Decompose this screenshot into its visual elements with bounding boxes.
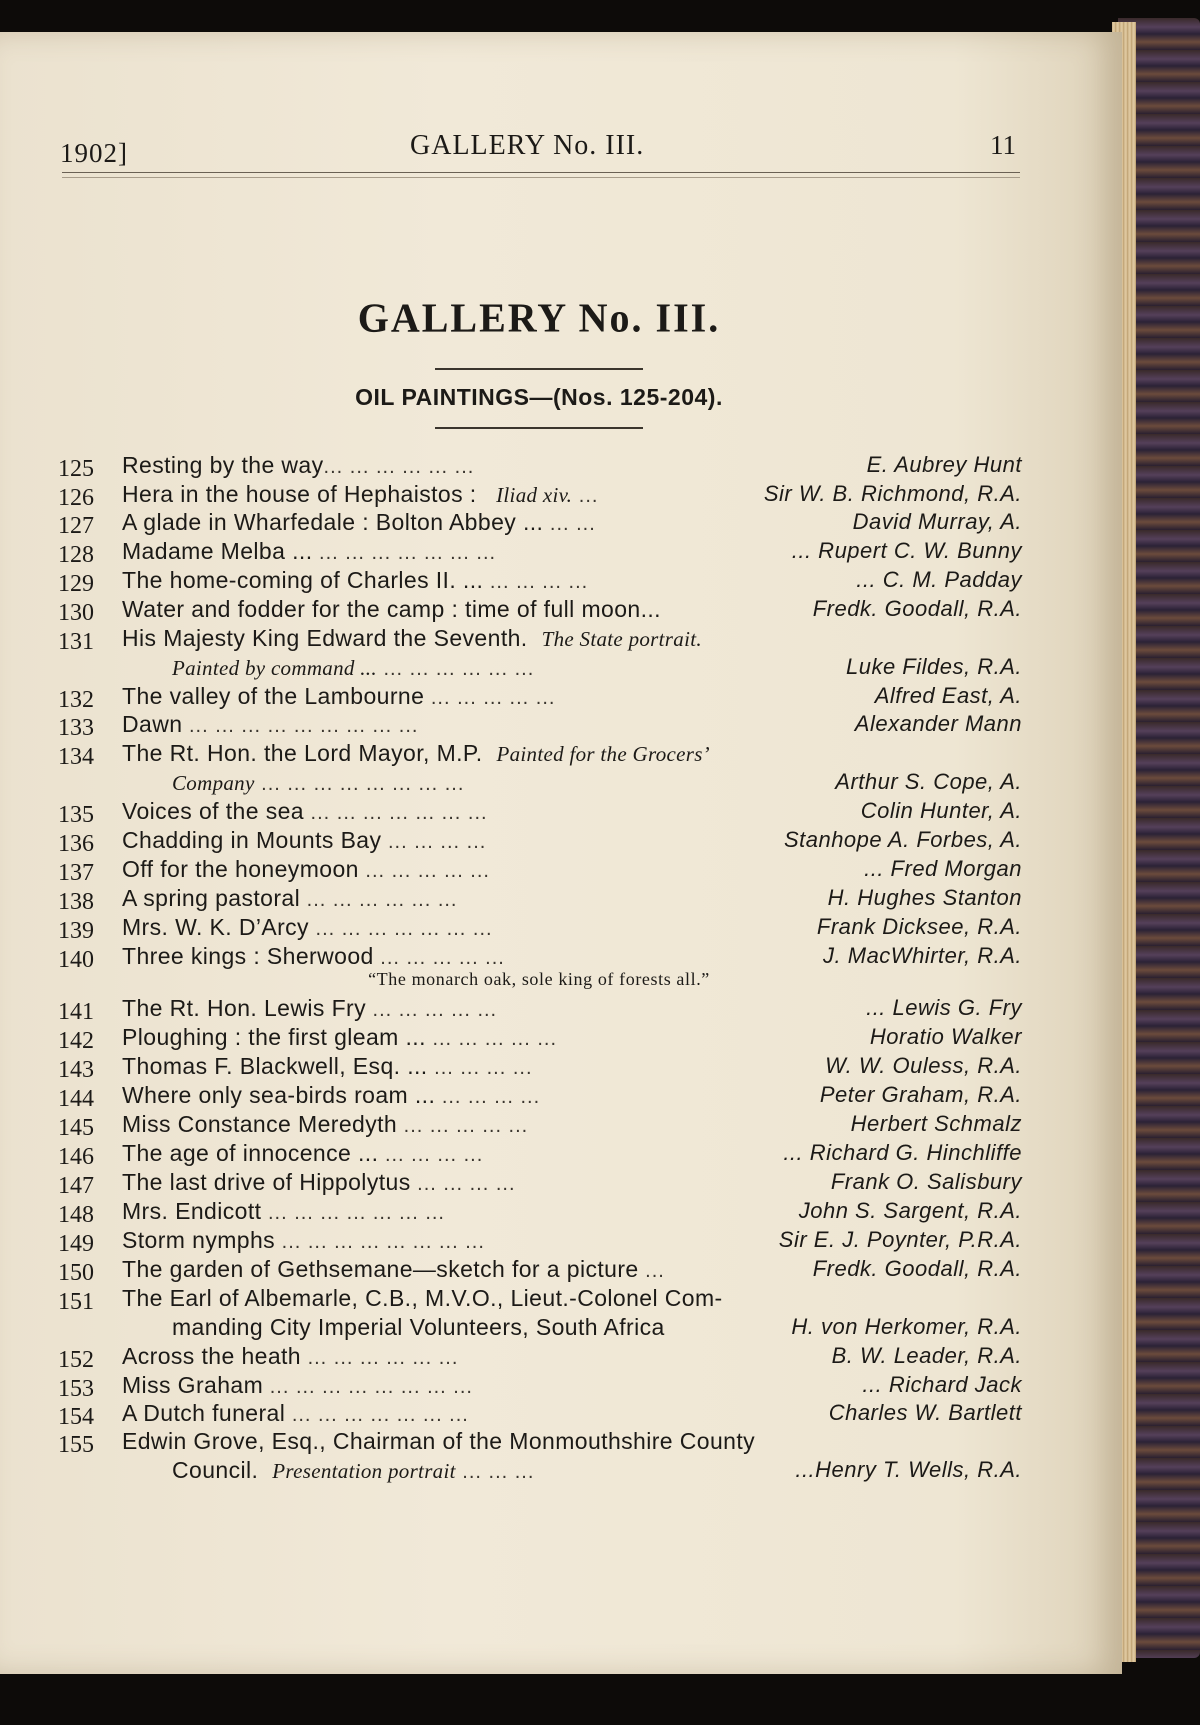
catalogue-entry (0, 1428, 1122, 1460)
artist-name: Horatio Walker (869, 1024, 1022, 1049)
entry-title: Hera in the house of Hephaistos : (122, 481, 477, 507)
catalogue-entry-continuation (0, 1457, 1122, 1489)
artist-name: Frank Dicksee, R.A. (816, 914, 1022, 939)
entry-title: A glade in Wharfedale : Bolton Abbey ... (122, 509, 544, 535)
leader-dots: ... ... ... ... ... (373, 947, 505, 969)
artist-name: Arthur S. Cope, A. (835, 769, 1022, 794)
entry-note: Painted for the Grocers’ (496, 742, 710, 766)
entry-title-line (122, 567, 588, 594)
entry-number: 127 (58, 513, 94, 539)
entry-title: Chadding in Mounts Bay (122, 827, 382, 853)
entry-number: 126 (58, 485, 94, 511)
entry-number: 134 (58, 744, 94, 770)
entry-title-line (122, 509, 596, 536)
entry-title: The garden of Gethsemane—sketch for a picture (122, 1256, 639, 1282)
artist-name: Herbert Schmalz (850, 1111, 1022, 1136)
leader-dots: ... ... ... ... ... ... (301, 1347, 459, 1369)
entry-title-line (122, 1111, 528, 1138)
artist-name: Alexander Mann (854, 711, 1022, 736)
entry-continuation-line (172, 654, 534, 681)
entry-title: Mrs. Endicott (122, 1198, 262, 1224)
leader-dots: ... ... ... ... ... ... (376, 658, 535, 680)
entry-title-line (122, 1169, 516, 1196)
artist-name: Peter Graham, R.A. (819, 1082, 1022, 1107)
entry-number: 136 (58, 831, 94, 857)
entry-title: Miss Constance Meredyth (122, 1111, 398, 1137)
leader-dots: ... ... ... ... ... ... ... ... (254, 773, 465, 795)
artist-name: ...Henry T. Wells, R.A. (795, 1457, 1022, 1482)
catalogue-entry-continuation (0, 769, 1122, 801)
entry-title-line (122, 1343, 458, 1370)
entry-number: 141 (58, 999, 94, 1025)
artist-name: Sir E. J. Poynter, P.R.A. (778, 1227, 1022, 1252)
artist-name: ... Richard Jack (862, 1372, 1022, 1397)
entry-title-line (122, 596, 661, 623)
entry-title: The Rt. Hon. Lewis Fry (122, 995, 366, 1021)
running-head (0, 32, 1122, 192)
catalogue-entry (0, 740, 1122, 772)
leader-dots: ... ... ... ... ... ... (323, 456, 475, 478)
entry-title-line (122, 885, 457, 912)
entry-title-line (122, 740, 710, 767)
entry-number: 137 (58, 860, 94, 886)
artist-name: H. Hughes Stanton (827, 885, 1022, 910)
leader-dots: ... ... ... ... (483, 571, 589, 593)
page-number: 11 (990, 130, 1016, 160)
catalogue-entry (0, 827, 1122, 859)
artist-name: Charles W. Bartlett (828, 1400, 1022, 1425)
entry-title: Madame Melba ... (122, 538, 313, 564)
entry-number: 140 (58, 947, 94, 973)
entry-number: 153 (58, 1376, 94, 1402)
entry-title: Ploughing : the first gleam ... (122, 1024, 426, 1050)
artist-name: ... Rupert C. W. Bunny (791, 538, 1022, 563)
artist-name: B. W. Leader, R.A. (831, 1343, 1022, 1368)
catalogue-page (0, 32, 1122, 1674)
entry-title-line (122, 827, 486, 854)
entry-title: Edwin Grove, Esq., Chairman of the Monmouthshire County (122, 1428, 756, 1454)
entry-title-continued: manding City Imperial Volunteers, South Africa (172, 1314, 665, 1340)
catalogue-entry (0, 1111, 1122, 1143)
leader-dots: ... ... ... ... ... ... ... (261, 1202, 445, 1224)
header-rule-thin (62, 177, 1020, 178)
leader-dots: ... ... ... ... ... ... ... ... (275, 1231, 485, 1253)
entry-title-line (122, 1053, 533, 1080)
entry-number: 129 (58, 571, 94, 597)
entry-number: 130 (58, 600, 94, 626)
entry-title-continued: Council. (172, 1457, 259, 1483)
entry-title-line (122, 1285, 723, 1312)
entry-title: The age of innocence ... (122, 1140, 379, 1166)
catalogue-entry (0, 1285, 1122, 1317)
leader-dots: ... ... ... ... ... (365, 999, 498, 1021)
entry-title-line (122, 914, 493, 941)
entry-note: Company (172, 771, 255, 795)
entry-title-line (122, 452, 474, 479)
catalogue-entry (0, 567, 1122, 599)
catalogue-entry (0, 995, 1122, 1027)
leader-dots: ... ... ... ... ... ... ... ... ... (182, 715, 419, 737)
entry-title: Where only sea-birds roam ... (122, 1082, 436, 1108)
entry-number: 146 (58, 1144, 94, 1170)
catalogue-entry (0, 596, 1122, 628)
title-rule (435, 368, 643, 370)
entry-title: The Earl of Albemarle, C.B., M.V.O., Lieut.-Colonel Com- (122, 1285, 723, 1311)
entry-title: Water and fodder for the camp : time of full moon... (122, 596, 661, 622)
leader-dots: ... ... ... ... ... ... ... (303, 802, 488, 824)
leader-dots: ... ... (543, 513, 596, 535)
catalogue-entry (0, 1082, 1122, 1114)
section-rule (435, 427, 643, 429)
leader-dots: ... ... ... ... ... ... ... (308, 918, 493, 940)
entry-number: 148 (58, 1202, 94, 1228)
catalogue-entry (0, 914, 1122, 946)
catalogue-entry (0, 1256, 1122, 1288)
epigraph-quote: “The monarch oak, sole king of forests all.” (368, 969, 710, 989)
gallery-title: GALLERY No. III. (357, 294, 721, 341)
entry-title: The valley of the Lambourne (122, 683, 425, 709)
entry-note: The State portrait. (541, 627, 702, 651)
entry-title: Voices of the sea (122, 798, 304, 824)
entry-title: A Dutch funeral (122, 1400, 286, 1426)
catalogue-entry (0, 798, 1122, 830)
entry-title-line (122, 1428, 755, 1455)
catalogue-entry (0, 1343, 1122, 1375)
entry-number: 138 (58, 889, 94, 915)
entry-title-line (122, 995, 497, 1022)
leader-dots: ... ... ... ... ... ... ... (285, 1404, 469, 1426)
artist-name: John S. Sargent, R.A. (798, 1198, 1022, 1223)
artist-name: E. Aubrey Hunt (866, 452, 1022, 477)
entry-title: The last drive of Hippolytus (122, 1169, 411, 1195)
artist-name: Sir W. B. Richmond, R.A. (763, 481, 1022, 506)
artist-name: ... C. M. Padday (856, 567, 1022, 592)
entry-number: 143 (58, 1057, 94, 1083)
catalogue-entry (0, 509, 1122, 541)
leader-dots: ... ... ... ... (378, 1144, 484, 1166)
entry-title-line (122, 1140, 483, 1167)
entry-title-line (122, 1227, 485, 1254)
leader-dots: ... ... ... ... (381, 831, 487, 853)
artist-name: Fredk. Goodall, R.A. (812, 1256, 1022, 1281)
entry-title: Three kings : Sherwood (122, 943, 374, 969)
artist-name: W. W. Ouless, R.A. (825, 1053, 1022, 1078)
entry-number: 149 (58, 1231, 94, 1257)
catalogue-entry (0, 625, 1122, 657)
catalogue-entry (0, 1024, 1122, 1056)
entry-title: Mrs. W. K. D’Arcy (122, 914, 309, 940)
catalogue-entry (0, 1140, 1122, 1172)
entry-note: Iliad xiv. (490, 483, 573, 507)
entry-number: 125 (58, 456, 94, 482)
catalogue-entry (0, 1198, 1122, 1230)
section-heading: OIL PAINTINGS—(Nos. 125-204). (355, 384, 723, 410)
running-head-title: GALLERY No. III. (410, 130, 645, 161)
artist-name: Luke Fildes, R.A. (845, 654, 1022, 679)
catalogue-entry (0, 538, 1122, 570)
entry-title-line (122, 625, 702, 652)
artist-name: H. von Herkomer, R.A. (791, 1314, 1022, 1339)
catalogue-entry (0, 1227, 1122, 1259)
entry-title-line (122, 943, 505, 970)
leader-dots: ... ... ... ... ... ... (300, 889, 458, 911)
artist-name: J. MacWhirter, R.A. (823, 943, 1022, 968)
catalogue-entry (0, 885, 1122, 917)
artist-name: ... Lewis G. Fry (866, 995, 1022, 1020)
entry-title-line (122, 683, 555, 710)
leader-dots: ... ... ... ... ... (424, 687, 556, 709)
entry-title-line (122, 1372, 473, 1399)
entry-number: 133 (58, 715, 94, 741)
entry-title: Resting by the way (122, 452, 324, 478)
header-rule (62, 172, 1020, 173)
entry-number: 154 (58, 1404, 94, 1430)
entry-title: Off for the honeymoon (122, 856, 359, 882)
entry-title-line (122, 481, 598, 508)
entry-title-line (122, 538, 496, 565)
entry-number: 152 (58, 1347, 94, 1373)
entry-title: Thomas F. Blackwell, Esq. ... (122, 1053, 428, 1079)
running-head-year: 1902] (60, 138, 128, 168)
leader-dots: ... ... ... ... ... (397, 1115, 529, 1137)
entry-note: Presentation portrait (272, 1459, 456, 1483)
catalogue-entry (0, 452, 1122, 484)
leader-dots: ... ... ... ... ... ... ... (312, 542, 497, 564)
entry-number: 142 (58, 1028, 94, 1054)
catalogue-entry (0, 1169, 1122, 1201)
entry-number: 151 (58, 1289, 94, 1315)
entry-title-line (122, 1082, 540, 1109)
artist-name: Fredk. Goodall, R.A. (812, 596, 1022, 621)
catalogue-entry (0, 711, 1122, 743)
entry-title: The Rt. Hon. the Lord Mayor, M.P. (122, 740, 483, 766)
leader-dots: ... ... ... ... ... (358, 860, 490, 882)
leader-dots: ... ... ... ... (427, 1057, 533, 1079)
leader-dots: ... ... ... ... ... (425, 1028, 558, 1050)
leader-dots: ... ... ... (455, 1461, 535, 1483)
catalogue-entry (0, 1053, 1122, 1085)
catalogue-entry (0, 856, 1122, 888)
artist-name: Frank O. Salisbury (830, 1169, 1022, 1194)
catalogue-entry-continuation (0, 1314, 1122, 1346)
entry-number: 131 (58, 629, 94, 655)
entry-title-line (122, 711, 418, 738)
entry-number: 139 (58, 918, 94, 944)
entry-continuation-line (172, 1457, 534, 1484)
entry-title: Storm nymphs (122, 1227, 276, 1253)
entry-title-line (122, 1256, 665, 1283)
entry-title: The home-coming of Charles II. ... (122, 567, 484, 593)
entry-number: 144 (58, 1086, 94, 1112)
entry-title-line (122, 1400, 469, 1427)
entry-title-line (122, 798, 488, 825)
entry-number: 132 (58, 687, 94, 713)
entry-number: 145 (58, 1115, 94, 1141)
catalogue-entry-continuation (0, 654, 1122, 686)
entry-continuation-line (172, 769, 464, 796)
artist-name: Alfred East, A. (874, 683, 1022, 708)
entry-title: Dawn (122, 711, 183, 737)
entry-title: His Majesty King Edward the Seventh. (122, 625, 528, 651)
entry-number: 128 (58, 542, 94, 568)
leader-dots: ... (638, 1260, 665, 1282)
leader-dots: ... ... ... ... (435, 1086, 541, 1108)
leader-dots: ... ... ... ... (410, 1173, 516, 1195)
artist-name: ... Richard G. Hinchliffe (783, 1140, 1022, 1165)
entry-title: Miss Graham (122, 1372, 264, 1398)
entry-title: Across the heath (122, 1343, 302, 1369)
artist-name: ... Fred Morgan (864, 856, 1022, 881)
entry-title: A spring pastoral (122, 885, 301, 911)
leader-dots: ... (572, 485, 599, 507)
entry-title-line (122, 1198, 445, 1225)
entry-note: Painted by command ... (172, 656, 377, 680)
artist-name: Colin Hunter, A. (860, 798, 1022, 823)
entry-continuation-line (172, 1314, 665, 1341)
entry-number: 150 (58, 1260, 94, 1286)
artist-name: Stanhope A. Forbes, A. (783, 827, 1022, 852)
leader-dots: ... ... ... ... ... ... ... ... (263, 1376, 473, 1398)
entry-title-line (122, 856, 490, 883)
artist-name: David Murray, A. (852, 509, 1022, 534)
entry-title-line (122, 1024, 557, 1051)
entry-number: 155 (58, 1432, 94, 1458)
entry-number: 135 (58, 802, 94, 828)
entry-number: 147 (58, 1173, 94, 1199)
